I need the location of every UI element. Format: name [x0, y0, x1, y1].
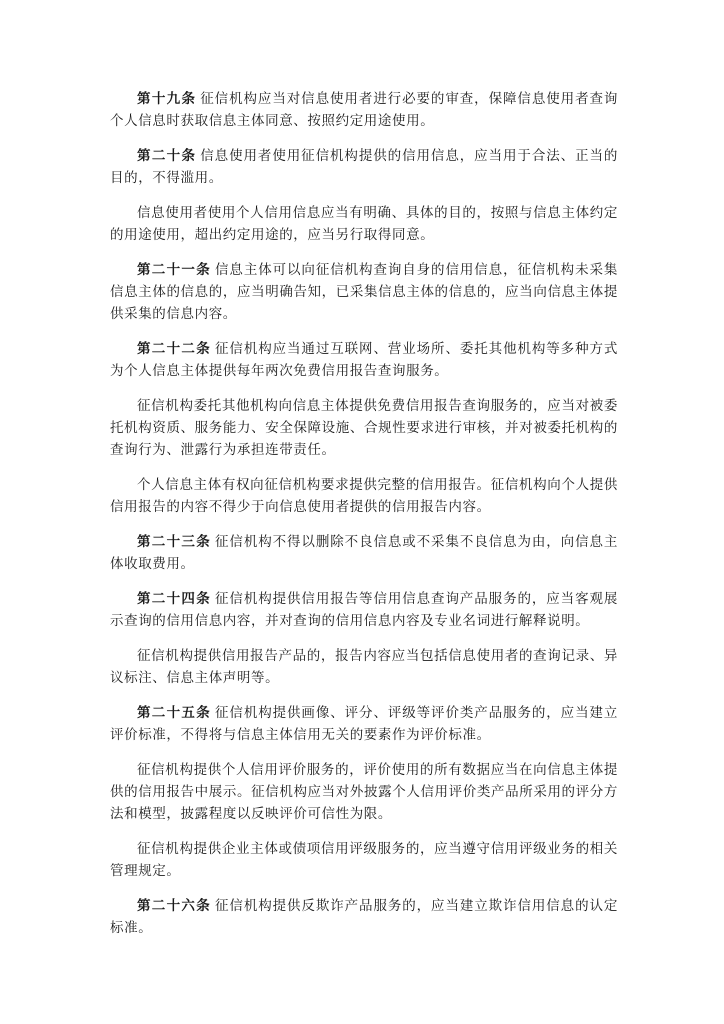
paragraph-text: 信息使用者使用征信机构提供的信用信息，应当用于合法、正当的目的，不得滥用。 — [110, 148, 618, 186]
paragraph-text: 个人信息主体有权向征信机构要求提供完整的信用报告。征信机构向个人提供信用报告的内容不得少于向信息使用者提供的信用报告内容。 — [110, 477, 618, 515]
article-number: 第二十一条 — [137, 262, 212, 278]
paragraph-article-19 — [110, 88, 618, 132]
paragraph-article-21 — [110, 259, 618, 325]
article-number: 第二十四条 — [137, 591, 212, 607]
paragraph-text: 征信机构不得以删除不良信息或不采集不良信息为由，向信息主体收取费用。 — [110, 534, 618, 572]
paragraph-text: 信息主体可以向征信机构查询自身的信用信息，征信机构未采集信息主体的信息的，应当明确告知，已采集信息主体的信息的，应当向信息主体提供采集的信息内容。 — [110, 262, 618, 322]
paragraph-article-20-clause-2 — [110, 202, 618, 246]
paragraph-text: 征信机构提供反欺诈产品服务的，应当建立欺诈信用信息的认定标准。 — [110, 898, 618, 936]
paragraph-article-25-clause-2 — [110, 759, 618, 825]
article-number: 第二十三条 — [137, 534, 212, 550]
paragraph-article-24 — [110, 588, 618, 632]
document-body — [110, 88, 618, 952]
paragraph-article-24-clause-2 — [110, 645, 618, 689]
article-number: 第十九条 — [137, 91, 197, 107]
paragraph-article-22-clause-2 — [110, 395, 618, 461]
paragraph-text: 征信机构提供信用报告产品的，报告内容应当包括信息使用者的查询记录、异议标注、信息主体声明等。 — [110, 648, 618, 686]
paragraph-text: 征信机构应当通过互联网、营业场所、委托其他机构等多种方式为个人信息主体提供每年两次免费信用报告查询服务。 — [110, 341, 618, 379]
paragraph-article-26 — [110, 895, 618, 939]
paragraph-article-23 — [110, 531, 618, 575]
paragraph-text: 征信机构提供个人信用评价服务的，评价使用的所有数据应当在向信息主体提供的信用报告中展示。征信机构应当对外披露个人信用评价类产品所采用的评分方法和模型，披露程度以反映评价可信性为限。 — [110, 762, 618, 822]
paragraph-article-22 — [110, 338, 618, 382]
paragraph-article-25 — [110, 702, 618, 746]
article-number: 第二十六条 — [137, 898, 212, 914]
paragraph-text: 信息使用者使用个人信用信息应当有明确、具体的目的，按照与信息主体约定的用途使用，超出约定用途的，应当另行取得同意。 — [110, 205, 618, 243]
paragraph-text: 征信机构委托其他机构向信息主体提供免费信用报告查询服务的，应当对被委托机构资质、服务能力、安全保障设施、合规性要求进行审核，并对被委托机构的查询行为、泄露行为承担连带责任。 — [110, 398, 618, 458]
paragraph-text: 征信机构提供画像、评分、评级等评价类产品服务的，应当建立评价标准，不得将与信息主体信用无关的要素作为评价标准。 — [110, 705, 618, 743]
paragraph-text: 征信机构提供信用报告等信用信息查询产品服务的，应当客观展示查询的信用信息内容，并对查询的信用信息内容及专业名词进行解释说明。 — [110, 591, 618, 629]
paragraph-article-25-clause-3 — [110, 838, 618, 882]
paragraph-article-22-clause-3 — [110, 474, 618, 518]
article-number: 第二十二条 — [137, 341, 212, 357]
paragraph-text: 征信机构提供企业主体或债项信用评级服务的，应当遵守信用评级业务的相关管理规定。 — [110, 841, 618, 879]
paragraph-text: 征信机构应当对信息使用者进行必要的审查，保障信息使用者查询个人信息时获取信息主体同意、按照约定用途使用。 — [110, 91, 618, 129]
article-number: 第二十条 — [137, 148, 197, 164]
article-number: 第二十五条 — [137, 705, 212, 721]
paragraph-article-20 — [110, 145, 618, 189]
